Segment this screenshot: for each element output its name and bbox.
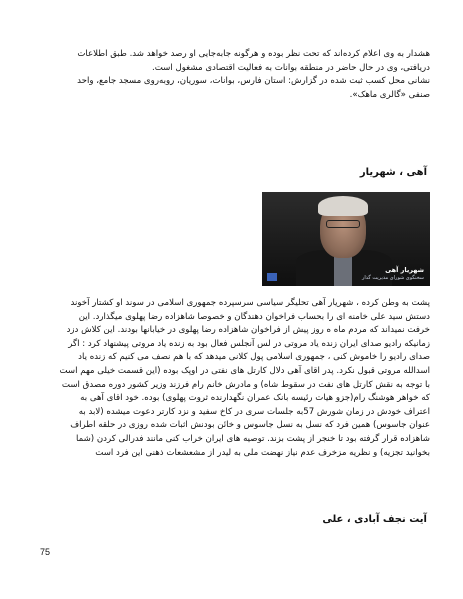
photo-hair-shape: [318, 196, 368, 216]
page-number: 75: [40, 547, 51, 557]
text-line: عنوان جاسوس) همین فرد که نسل به نسل جاسوس و خائن بودنش اثبات شده روزی در حلقه اطراف: [70, 420, 430, 431]
text-line: پشت به وطن کرده ، شهریار آهی تحلیگر سیاسی سرسپرده جمهوری اسلامی در سوند او کشتار آخوند: [70, 298, 430, 308]
text-line: زمانیکه رادیو صدای ایران زنده یاد مروتی در لس آنجلس فعال بود به زنده یاد مروتی پیشنهاد کرد : اگر: [68, 338, 430, 349]
channel-logo-icon: [267, 273, 277, 281]
text-line: نشانی محل کسب ثبت شده در گزارش: استان فارس، بوانات، سوریان، روبه‌روی مسجد جامع، واحد: [77, 76, 430, 87]
portrait-photo: [262, 192, 430, 286]
text-line: با توجه به نقش کارتل های نفت در سقوط شاه) و مادرش خانم رام فرزند وزیر کشور دوره مصدق است: [61, 379, 430, 390]
section-heading: آیت نجف آبادی ، علی: [322, 514, 427, 525]
text-line: دریافتی، وی در حال حاضر در منطقه بوانات به فعالیت اقتصادی مشغول است.: [152, 62, 430, 73]
body-paragraph: [40, 297, 430, 460]
caption-role: سخنگوی شورای مدیریت گذار: [361, 275, 424, 281]
text-line: که خواهر هوشنگ رام(جزو هیات رئیسه بانک عمران نگهدارنده ثروت پهلوی) بوده. خود اقای آهی به: [80, 393, 430, 404]
text-line: دستش سید علی خامنه ای را بحساب فراخوان دهندگان و خصوصا شاهزاده رضا پهلوی میگذارد. این: [78, 311, 430, 322]
text-line: صدای رادیو را خاموش کنی ، جمهوری اسلامی پول کلانی میدهد که با هم نصف می کنیم که زنده یاد: [78, 352, 430, 363]
intro-paragraph: [40, 48, 430, 102]
caption-name: شهریار آهی: [385, 266, 424, 274]
text-line: اعتراف خودش در زمان شورش 57به جلسات سری در کاخ سفید و نزد کارتر دعوت میشده (لابد به: [78, 406, 430, 417]
text-line: خرفت نمیداند که مردم ماه ه روز پیش از فراخوان شاهزاده رضا پهلوی در خیابانها بودند. این کلاش دزد: [66, 325, 430, 336]
text-line: بخوانید تجزیه) و نظریه مزخرف عدم نیاز نهضت ملی به لیدر از مشعشعات ذهنی این فرد است: [95, 447, 430, 458]
text-line: هشدار به وی اعلام کرده‌اند که تحت نظر بوده و هرگونه جابه‌جایی او رصد خواهد شد. طبق اطلاعات: [77, 49, 430, 59]
text-line: شاهزاده قرار گرفته بود تا خنجر از پشت بزند. توصیه های ایران خراب کنی مانند فدرالی کردن (شما: [75, 433, 430, 444]
section-heading: آهی ، شهریار: [359, 167, 427, 178]
text-line: اسدالله مروتی قبول نکرد. پدر اقای آهی دلال کارتل های نفتی در اوپک بوده (این قسمت خیلی مهم است: [59, 365, 430, 376]
photo-caption: [362, 266, 424, 282]
text-line: صنفی «گالری ماهک».: [349, 89, 430, 100]
photo-glasses-shape: [326, 220, 360, 228]
